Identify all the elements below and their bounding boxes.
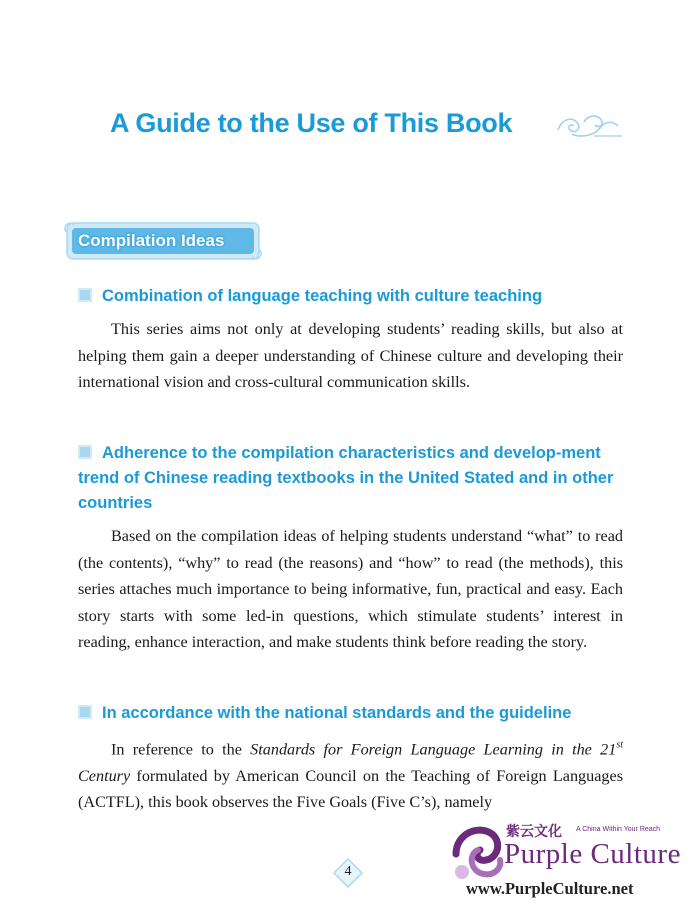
section-body-1: This series aims not only at developing students’ reading skills, but also at helping them gain a deeper understanding of Chinese culture and developing their international vision and cross-cultural communication skills. [78,320,623,391]
section-heading-3-text: In accordance with the national standards and the guideline [102,704,572,722]
section-body-3 [78,733,623,816]
standards-title-end: Century [78,766,131,785]
square-bullet-icon [78,288,92,302]
square-bullet-icon [78,705,92,719]
page-title: A Guide to the Use of This Book [110,108,513,138]
section-body-2: Based on the compilation ideas of helping students understand “what” to read (the contents), “why” to read (the reasons) and “how” to read (the methods), this series attaches much importance to being informative, fun, practical and easy. Each story starts with some led-in questions, which stimulate students’ interest in reading, enhance interaction, and make students think before reading the story. [78,527,623,651]
watermark-tagline: A China Within Your Reach [576,826,661,833]
watermark-url: www.PurpleCulture.net [466,879,634,898]
square-bullet-icon [78,445,92,459]
section-heading-2-text: Adherence to the compilation characteristics and develop-ment trend of Chinese reading textbooks in the United Stated and in other countries [78,444,614,512]
body-3-suffix: formulated by American Council on the Teaching of Foreign Languages (ACTFL), this book observes the Five Goals (Five C’s), namely [78,766,623,812]
section-tag-label: Compilation Ideas [78,231,225,250]
page-number [333,858,363,888]
purple-culture-watermark [448,818,698,908]
section-tag-compilation-ideas [64,220,262,262]
section-heading-2 [78,441,623,516]
section-heading-3 [78,701,623,726]
standards-title: Standards for Foreign Language Learning in the 21 [250,740,617,759]
body-3-prefix: In reference to the [111,740,251,759]
purple-culture-logo-icon [448,820,506,888]
page-number-text: 4 [344,864,352,879]
ordinal-suffix: st [616,740,623,751]
section-heading-1 [78,284,623,309]
cloud-ornament-icon [554,108,624,144]
watermark-chinese-name: 紫云文化 [506,824,562,840]
section-heading-1-text: Combination of language teaching with culture teaching [102,287,543,305]
watermark-brand: Purple Culture [504,838,681,870]
